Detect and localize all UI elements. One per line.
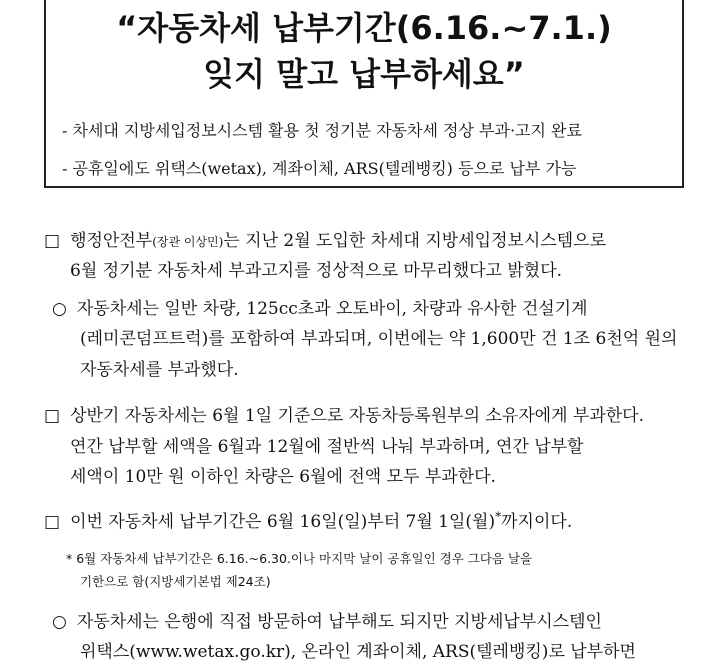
footnote-marker: * — [495, 509, 502, 524]
p3-text-a: 이번 자동차세 납부기간은 6월 16일(일)부터 7월 1일(월) — [70, 512, 496, 532]
paragraph-1-line-2: 6월 정기분 자동차세 부과고지를 정상적으로 마무리했다고 밝혔다. — [70, 261, 563, 281]
footnote-line-2: 기한으로 함(지방세기본법 제24조) — [80, 574, 271, 589]
square-bullet-icon: □ — [44, 406, 61, 426]
headline-subtitle-2: - 공휴일에도 위택스(wetax), 계좌이체, ARS(텔레뱅킹) 등으로 납부 가능 — [62, 159, 577, 178]
circle-bullet-icon: ○ — [52, 612, 67, 632]
c1-text: 자동차세는 일반 차량, 125cc초과 오토바이, 차량과 유사한 건설기계 — [76, 299, 588, 319]
paragraph-2-line-3: 세액이 10만 원 이하인 차량은 6월에 전액 모두 부과한다. — [70, 467, 496, 487]
p1-org: 행정안전부 — [70, 231, 153, 251]
c2-text: 자동차세는 은행에 직접 방문하여 납부해도 되지만 지방세납부시스템인 — [76, 612, 602, 632]
circle-item-1-line-3: 자동차세를 부과했다. — [80, 360, 239, 380]
footnote-line-1: * 6월 자동차세 납부기간은 6.16.~6.30.이나 마지막 날이 공휴일인 경우 그다음 날을 — [66, 551, 533, 566]
p2-text: 상반기 자동차세는 6월 1일 기준으로 자동차등록원부의 소유자에게 부과한다. — [70, 406, 645, 426]
circle-bullet-icon: ○ — [52, 299, 67, 319]
circle-item-1-line-1 — [52, 294, 588, 319]
headline-box — [44, 0, 684, 188]
square-bullet-icon: □ — [44, 512, 61, 532]
square-bullet-icon: □ — [44, 231, 61, 251]
paragraph-2-line-2: 연간 납부할 세액을 6월과 12월에 절반씩 나눠 부과하며, 연간 납부할 — [70, 437, 584, 457]
headline-subtitle-1: - 차세대 지방세입정보시스템 활용 첫 정기분 자동차세 정상 부과·고지 완료 — [62, 121, 582, 140]
paragraph-3-line-1 — [44, 507, 572, 532]
paragraph-1-line-1 — [44, 226, 606, 251]
paragraph-2-line-1 — [44, 401, 644, 426]
p3-text-b: 까지이다. — [501, 512, 573, 532]
p1-text: 는 지난 2월 도입한 차세대 지방세입정보시스템으로 — [223, 231, 607, 251]
circle-item-1-line-2: (레미콘덤프트럭)를 포함하여 부과되며, 이번에는 약 1,600만 건 1조 6천억 원의 — [80, 329, 678, 349]
headline-title-line1: “자동차세 납부기간(6.16.~7.1.) — [116, 9, 612, 47]
p1-minister: (장관 이상민) — [152, 235, 224, 249]
headline-title-line2: 잊지 말고 납부하세요” — [203, 55, 525, 93]
circle-item-2-line-2: 위택스(www.wetax.go.kr), 온라인 계좌이체, ARS(텔레뱅킹)로 납부하면 — [80, 642, 636, 662]
circle-item-2-line-1 — [52, 607, 602, 632]
